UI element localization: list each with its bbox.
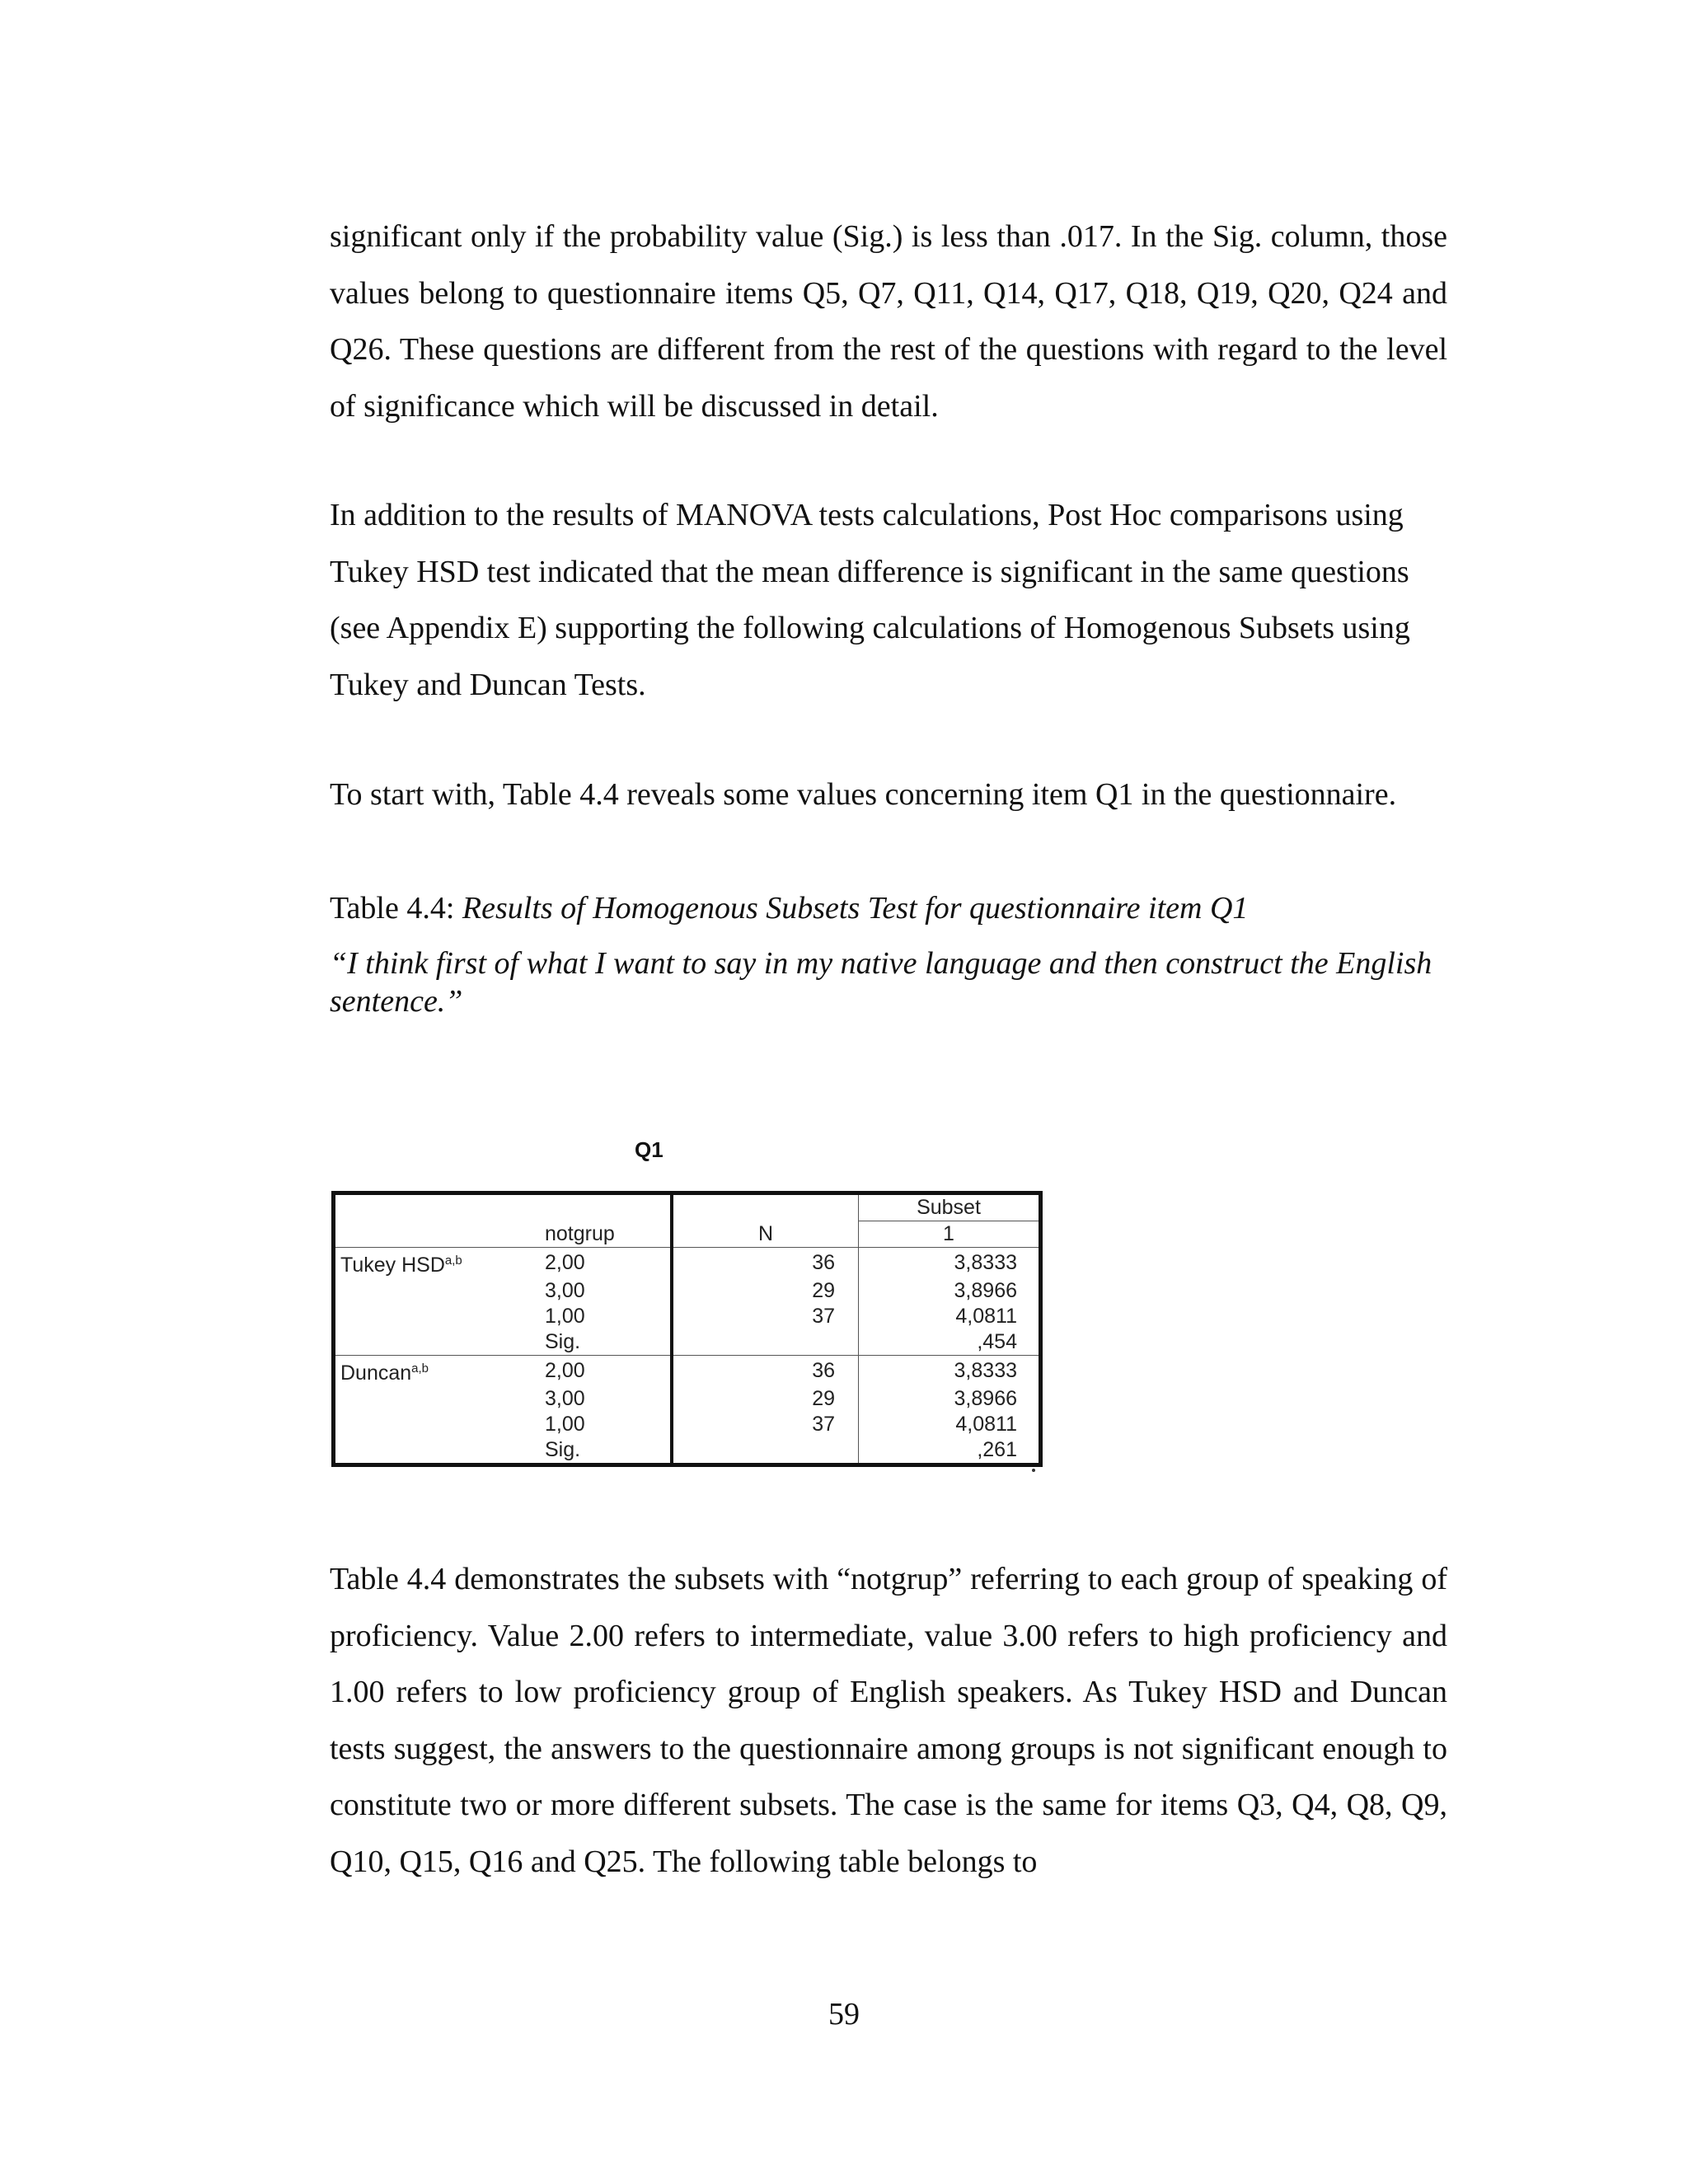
spss-table [331,1191,1043,1467]
table-row: Tukey HSD$^{a,b}$ 2,00 36 3,8333 [334,1248,1041,1279]
table-row: 1,00 37 4,0811 [334,1304,1041,1329]
paragraph-2: In addition to the results of MANOVA tests calculations, Post Hoc comparisons using Tukey HSD test indicated that the mean difference is significant in the same questions (see Appendix E) supporting the following calculations of Homogenous Subsets using Tukey and Duncan Tests. [330,498,1410,702]
header-subset: Subset [859,1193,1041,1221]
header-subset-1: 1 [859,1221,1041,1248]
table-caption-label: Table 4.4: [330,891,462,926]
table-row: Sig. ,454 [334,1329,1041,1356]
paragraph-1: significant only if the probability value (Sig.) is less than .017. In the Sig. column, those values belong to questionnaire items Q5, Q7, Q11, Q14, Q17, Q18, Q19, Q20, Q24 and Q26. These questions are different from the rest of the questions with regard to the level of significance which will be discussed in detail. [330,219,1447,424]
paragraph-3: To start with, Table 4.4 reveals some values concerning item Q1 in the questionnaire. [330,777,1397,812]
table-header-row-subset [334,1193,1041,1221]
table-row: Sig. ,261 [334,1437,1041,1465]
spss-table-title: Q1 [635,1137,663,1162]
table-row: 3,00 29 3,8966 [334,1386,1041,1412]
table-row: Duncan$^{a,b}$ 2,00 36 3,8333 [334,1356,1041,1387]
page-number: 59 [828,1997,860,2032]
group-label-duncan: Duncan$^{a,b}$ [334,1356,541,1387]
table-caption-quote: “I think first of what I want to say in my native language and then construct the English sentence.” [330,946,1432,1019]
paragraph-4: Table 4.4 demonstrates the subsets with “notgrup” referring to each group of speaking of proficiency. Value 2.00 refers to intermediate, value 3.00 refers to high proficiency and 1.00 refers to low proficiency group of English speakers. As Tukey HSD and Duncan tests suggest, the answers to the questionnaire among groups is not significant enough to constitute two or more different subsets. The case is the same for items Q3, Q4, Q8, Q9, Q10, Q15, Q16 and Q25. The following table belongs to [330,1562,1447,1879]
header-notgrup: notgrup [540,1221,672,1248]
table-row: 1,00 37 4,0811 [334,1412,1041,1437]
table-caption-title: Results of Homogenous Subsets Test for questionnaire item Q1 [462,891,1249,926]
homogeneous-subsets-table [331,1191,1043,1467]
table-caption [330,890,1484,926]
stray-dot [1032,1469,1035,1472]
table-header-row [334,1221,1041,1248]
group-label-tukey: Tukey HSD$^{a,b}$ [340,1254,462,1277]
table-row: 3,00 29 3,8966 [334,1278,1041,1304]
header-n: N [672,1221,859,1248]
